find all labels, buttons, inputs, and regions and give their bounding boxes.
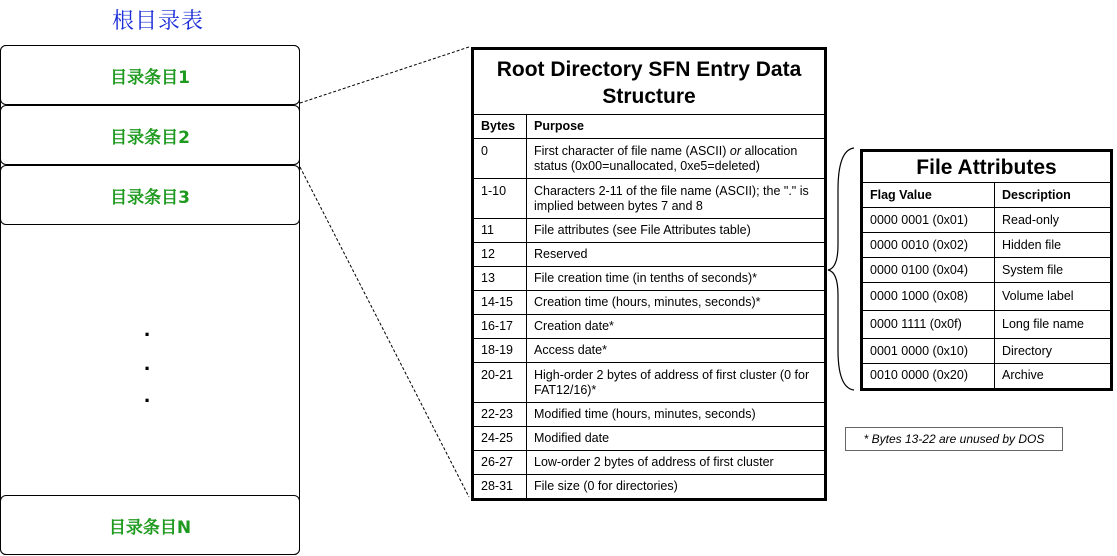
purpose-cell: Modified date — [527, 427, 825, 451]
purpose-cell: High-order 2 bytes of address of first cluster (0 for FAT12/16)* — [527, 363, 825, 403]
flag-cell: 0000 1000 (0x08) — [863, 283, 995, 311]
zoom-line-bottom — [300, 167, 469, 497]
description-cell: Volume label — [995, 283, 1111, 311]
table-row — [474, 451, 824, 475]
purpose-cell: First character of file name (ASCII) or allocation status (0x00=unallocated, 0xe5=deleted) — [527, 139, 825, 179]
table-row — [474, 427, 824, 451]
description-cell: Hidden file — [995, 233, 1111, 258]
bytes-cell: 13 — [474, 267, 527, 291]
bytes-cell: 11 — [474, 219, 527, 243]
purpose-cell: Reserved — [527, 243, 825, 267]
purpose-cell: Access date* — [527, 339, 825, 363]
purpose-cell: File creation time (in tenths of seconds)* — [527, 267, 825, 291]
brace-icon — [828, 148, 854, 390]
column-header: Flag Value — [863, 183, 995, 208]
flag-cell: 0010 0000 (0x20) — [863, 364, 995, 388]
purpose-cell: Creation time (hours, minutes, seconds)* — [527, 291, 825, 315]
description-cell: Directory — [995, 339, 1111, 364]
purpose-cell: Creation date* — [527, 315, 825, 339]
table-row — [474, 179, 824, 219]
table-row — [474, 475, 824, 499]
directory-entry-label: 目录条目1 — [110, 67, 190, 88]
description-cell: Archive — [995, 364, 1111, 388]
table-row — [863, 311, 1110, 339]
bytes-cell: 1-10 — [474, 179, 527, 219]
column-header: Description — [995, 183, 1111, 208]
flag-cell: 0000 0100 (0x04) — [863, 258, 995, 283]
footnote: * Bytes 13-22 are unused by DOS — [845, 427, 1063, 451]
ellipsis-dot: . — [144, 382, 151, 407]
table-row — [474, 363, 824, 403]
description-cell: Read-only — [995, 208, 1111, 233]
bytes-cell: 12 — [474, 243, 527, 267]
table-row — [474, 339, 824, 363]
description-cell: System file — [995, 258, 1111, 283]
table-row — [474, 243, 824, 267]
purpose-cell: File attributes (see File Attributes table) — [527, 219, 825, 243]
table-row — [474, 219, 824, 243]
table-row — [863, 283, 1110, 311]
column-header: Bytes — [474, 115, 527, 139]
table-row — [863, 339, 1110, 364]
bytes-cell: 28-31 — [474, 475, 527, 499]
flag-cell: 0001 0000 (0x10) — [863, 339, 995, 364]
bytes-cell: 14-15 — [474, 291, 527, 315]
column-header: Purpose — [527, 115, 825, 139]
file-attributes-table — [860, 149, 1113, 391]
table-row — [474, 403, 824, 427]
attr-table-title: File Attributes — [916, 156, 1057, 179]
bytes-cell: 24-25 — [474, 427, 527, 451]
bytes-cell: 16-17 — [474, 315, 527, 339]
ellipsis-dot: . — [144, 316, 151, 341]
bytes-cell: 18-19 — [474, 339, 527, 363]
sfn-entry-table — [471, 47, 827, 501]
purpose-cell: File size (0 for directories) — [527, 475, 825, 499]
table-row — [474, 139, 824, 179]
directory-entry-label: 目录条目N — [108, 517, 192, 538]
directory-entry-label: 目录条目2 — [110, 127, 190, 148]
description-cell: Long file name — [995, 311, 1111, 339]
table-row — [474, 315, 824, 339]
directory-entry-label: 目录条目3 — [110, 187, 190, 208]
ellipsis-dot: . — [144, 350, 151, 375]
purpose-cell: Characters 2-11 of the file name (ASCII); the "." is implied between bytes 7 and 8 — [527, 179, 825, 219]
purpose-cell: Modified time (hours, minutes, seconds) — [527, 403, 825, 427]
purpose-cell: Low-order 2 bytes of address of first cluster — [527, 451, 825, 475]
table-row — [863, 258, 1110, 283]
zoom-line-top — [300, 47, 469, 103]
sfn-table-title: Root Directory SFN Entry Data Structure — [496, 58, 802, 108]
flag-cell: 0000 1111 (0x0f) — [863, 311, 995, 339]
flag-cell: 0000 0010 (0x02) — [863, 233, 995, 258]
bytes-cell: 20-21 — [474, 363, 527, 403]
table-row — [474, 291, 824, 315]
bytes-cell: 22-23 — [474, 403, 527, 427]
bytes-cell: 26-27 — [474, 451, 527, 475]
bytes-cell: 0 — [474, 139, 527, 179]
table-row — [863, 364, 1110, 388]
root-directory-title: 根目录表 — [112, 9, 205, 34]
flag-cell: 0000 0001 (0x01) — [863, 208, 995, 233]
table-row — [863, 233, 1110, 258]
table-row — [863, 208, 1110, 233]
table-row — [474, 267, 824, 291]
